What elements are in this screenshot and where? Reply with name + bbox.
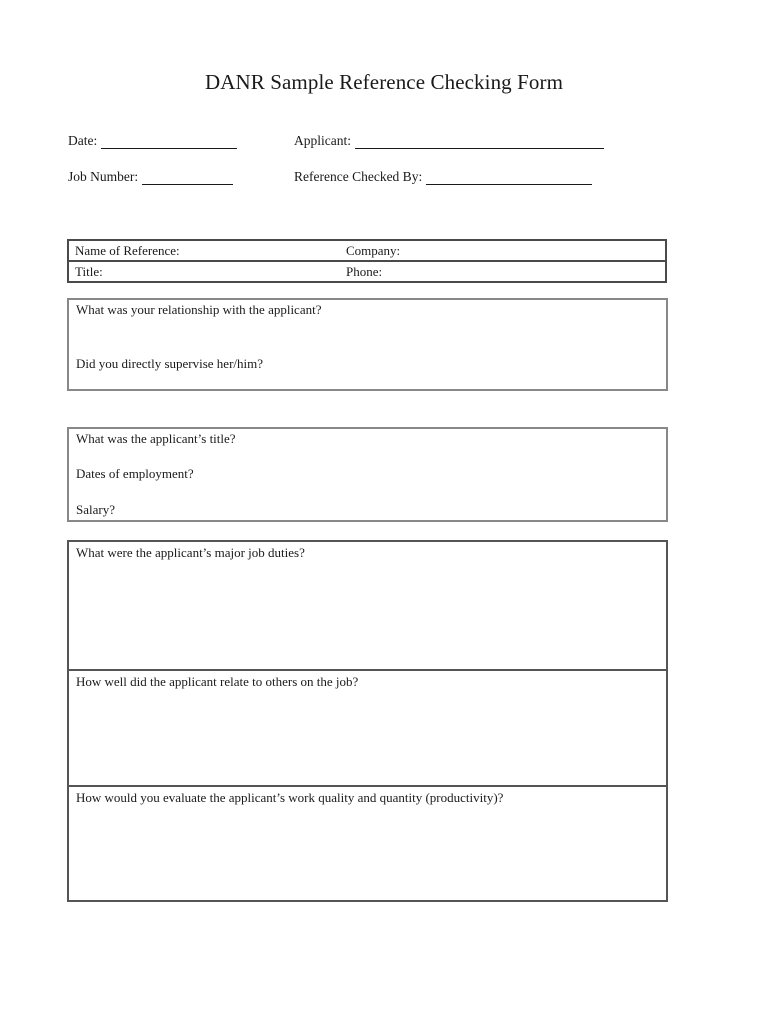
relationship-question: What was your relationship with the applicant?: [76, 302, 322, 317]
phone-cell[interactable]: Phone:: [346, 263, 383, 279]
job-duties-question: What were the applicant’s major job duties?: [76, 545, 305, 560]
reference-row-title-phone: [69, 260, 665, 281]
title-cell[interactable]: Title:: [75, 263, 103, 279]
job-number-blank-line[interactable]: [142, 170, 233, 185]
relate-to-others-section[interactable]: [69, 669, 666, 785]
applicant-label: Applicant:: [294, 133, 351, 148]
reference-checked-by-field: [294, 169, 592, 185]
salary-question: Salary?: [76, 502, 115, 517]
work-quality-section[interactable]: [69, 785, 666, 900]
supervise-question: Did you directly supervise her/him?: [76, 356, 264, 371]
page-title: DANR Sample Reference Checking Form: [204, 70, 564, 94]
job-number-label: Job Number:: [68, 169, 139, 184]
evaluation-box: [67, 540, 668, 902]
relationship-box[interactable]: [67, 298, 668, 391]
applicant-field: [294, 133, 604, 149]
reference-checked-by-blank-line[interactable]: [426, 170, 592, 185]
employment-details-box[interactable]: [67, 427, 668, 522]
reference-checked-by-label: Reference Checked By:: [294, 169, 423, 184]
name-of-reference-cell[interactable]: Name of Reference:: [75, 242, 180, 258]
job-number-field: [68, 169, 233, 185]
relate-to-others-question: How well did the applicant relate to others on the job?: [76, 674, 359, 689]
date-blank-line[interactable]: [101, 134, 237, 149]
date-field: [68, 133, 237, 149]
reference-info-table: [67, 239, 667, 283]
company-cell[interactable]: Company:: [346, 242, 401, 258]
applicant-blank-line[interactable]: [355, 134, 604, 149]
dates-of-employment-question: Dates of employment?: [76, 466, 194, 481]
work-quality-question: How would you evaluate the applicant’s work quality and quantity (productivity)?: [76, 790, 504, 805]
date-label: Date:: [68, 133, 98, 148]
applicant-title-question: What was the applicant’s title?: [76, 431, 236, 446]
reference-row-name-company: [69, 241, 665, 260]
job-duties-section[interactable]: [69, 542, 666, 669]
